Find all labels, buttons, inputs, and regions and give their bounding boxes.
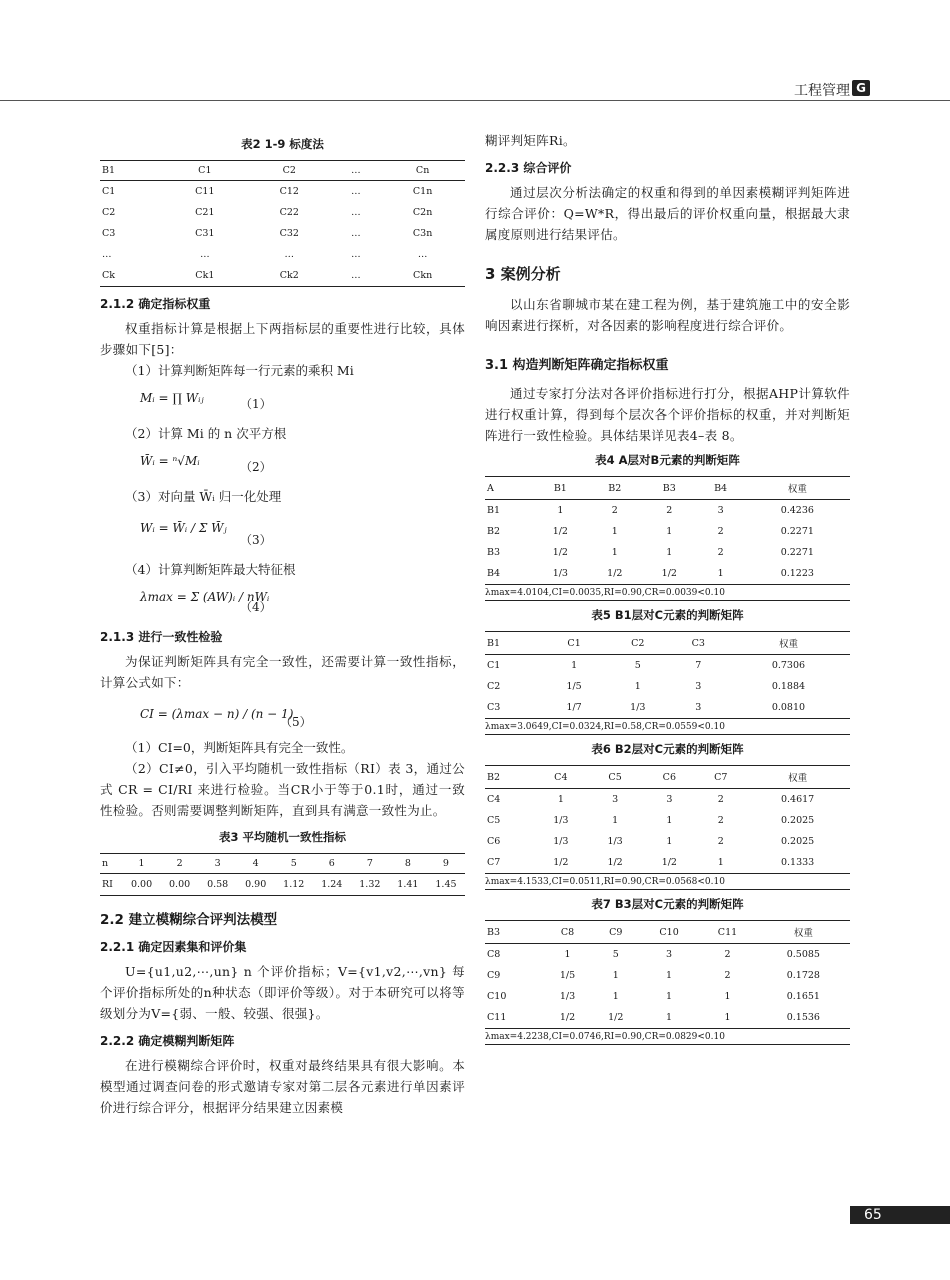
table-header-cell: B3 xyxy=(485,921,543,944)
table-header-cell: B4 xyxy=(697,477,745,500)
table-cell: Ckn xyxy=(413,270,433,281)
table-cell: 1 xyxy=(666,1012,673,1023)
table-cell: 2 xyxy=(717,815,724,826)
page-number: 65 xyxy=(850,1206,950,1224)
table-cell: 0.58 xyxy=(207,879,229,890)
s222-paragraph: 在进行模糊综合评价时，权重对最终结果具有很大影响。本模型通过调查问卷的形式邀请专家对第二层各元素进行单因素评价进行综合评分，根据评分结果建立因素模 xyxy=(100,1058,465,1115)
table-row xyxy=(485,521,850,542)
table-cell: 0.1884 xyxy=(771,681,806,692)
table-cell: 5 xyxy=(612,949,619,960)
table-row xyxy=(485,852,850,874)
table-cell: 1/2 xyxy=(552,526,568,537)
table-cell: 1/2 xyxy=(607,857,623,868)
table-header-cell: C10 xyxy=(640,921,698,944)
table-header-cell: B1 xyxy=(485,632,542,655)
table-row xyxy=(485,500,850,522)
table-row xyxy=(485,810,850,831)
table-cell: 0.90 xyxy=(245,879,267,890)
table-cell: C2n xyxy=(412,207,433,218)
table-row xyxy=(100,265,465,287)
table-header-cell: C11 xyxy=(698,921,756,944)
table-cell: 0.00 xyxy=(169,879,191,890)
table-header-cell: 9 xyxy=(427,854,465,874)
table-cell: 1/3 xyxy=(553,815,569,826)
table3 xyxy=(100,853,465,896)
table-cell: 1/5 xyxy=(559,970,576,981)
formula-1-number: （1） xyxy=(240,397,272,411)
s213-paragraph: 为保证判断矩阵具有完全一致性，还需要计算一致性指标，计算公式如下： xyxy=(100,654,465,690)
table-row xyxy=(100,181,465,203)
table-header-cell: B1 xyxy=(100,161,163,181)
table4 xyxy=(485,476,850,601)
step1: （1）计算判断矩阵每一行元素的乘积 Mi xyxy=(125,363,354,378)
table-cell: C2 xyxy=(487,681,501,692)
table-row xyxy=(485,944,850,966)
table-cell: 1 xyxy=(666,547,673,558)
table-cell: C1 xyxy=(102,186,116,197)
check1: （1）CI=0，判断矩阵具有完全一致性。 xyxy=(125,740,354,755)
table-header-cell: A xyxy=(485,477,533,500)
table-cell: C1n xyxy=(412,186,433,197)
table-cell: C11 xyxy=(487,1012,507,1023)
table-header-cell: C2 xyxy=(606,632,670,655)
section-3-heading: 3 案例分析 xyxy=(485,265,561,283)
table-cell: 1.24 xyxy=(321,879,343,890)
table-header-cell: 2 xyxy=(161,854,199,874)
table7 xyxy=(485,920,850,1045)
step2: （2）计算 Mi 的 n 次平方根 xyxy=(125,426,287,441)
table-cell: C22 xyxy=(279,207,299,218)
section-2-2-2-heading: 2.2.2 确定模糊判断矩阵 xyxy=(100,1034,235,1048)
check2: （2）CI≠0，引入平均随机一致性指标（RI）表 3，通过公式 CR = CI/RI 来进行检验。当CR小于等于0.1时，通过一致性检验。否则需要调整判断矩阵，直到具有满意一致性为止。 xyxy=(100,761,465,818)
table-cell: 1/7 xyxy=(566,702,582,713)
table-cell: 0.00 xyxy=(130,879,153,890)
s223-paragraph: 通过层次分析法确定的权重和得到的单因素模糊评判矩阵进行综合评价：Q=W*R，得出最后的评价权重向量，根据最大隶属度原则进行结果评估。 xyxy=(485,185,850,242)
table-cell: 1 xyxy=(717,857,724,868)
table-cell: 1 xyxy=(557,794,564,805)
table-cell: 2 xyxy=(717,794,724,805)
table-cell: C3 xyxy=(487,702,501,713)
table-cell: Ck2 xyxy=(279,270,299,281)
formula-1 xyxy=(100,381,465,423)
table4-caption: 表4 A层对B元素的判断矩阵 xyxy=(595,453,740,467)
table-cell: 1 xyxy=(724,1012,731,1023)
table-cell: 1.41 xyxy=(397,879,419,890)
table-header-cell: B3 xyxy=(642,477,696,500)
table-cell: C3 xyxy=(102,228,116,239)
table-cell: B2 xyxy=(487,526,501,537)
table-cell: B3 xyxy=(487,547,501,558)
table-row xyxy=(485,563,850,585)
table-cell: 1.12 xyxy=(283,879,305,890)
table-cell: 2 xyxy=(717,526,724,537)
table-header-cell: C4 xyxy=(534,766,588,789)
table-cell: 1/2 xyxy=(661,857,677,868)
table-header-cell: 5 xyxy=(275,854,313,874)
table-header-cell: C1 xyxy=(542,632,606,655)
table-cell: 0.4236 xyxy=(780,505,814,516)
table-header-cell: C1 xyxy=(163,161,247,181)
table5-caption: 表5 B1层对C元素的判断矩阵 xyxy=(591,608,744,622)
table-cell: 2 xyxy=(717,547,724,558)
table-footnote: λmax=3.0649,CI=0.0324,RI=0.58,CR=0.0559<0.10 xyxy=(485,719,850,735)
table-cell: 7 xyxy=(695,660,702,671)
header-rule xyxy=(0,100,950,101)
table-cell: 1.45 xyxy=(435,879,457,890)
table-row xyxy=(485,655,850,677)
table-cell: C4 xyxy=(487,794,501,805)
table-cell: 1/5 xyxy=(566,681,582,692)
table-cell: 1/2 xyxy=(607,568,623,579)
table-cell: 1 xyxy=(666,970,673,981)
table-cell: 1 xyxy=(666,815,673,826)
table-cell: … xyxy=(102,249,112,260)
table-cell: 5 xyxy=(634,660,641,671)
table-header-cell: 权重 xyxy=(757,921,850,944)
table-cell: … xyxy=(284,249,294,260)
table-header-cell: B2 xyxy=(588,477,642,500)
table-cell: 1/3 xyxy=(552,568,568,579)
table-cell: 3 xyxy=(695,681,702,692)
table-header-cell: 权重 xyxy=(727,632,850,655)
section-2-2-heading: 2.2 建立模糊综合评判法模型 xyxy=(100,912,278,928)
section-2-1-3-heading: 2.1.3 进行一致性检验 xyxy=(100,630,223,644)
formula-4-number: （4） xyxy=(240,600,272,614)
formula-5-number: （5） xyxy=(280,715,312,729)
table6-caption: 表6 B2层对C元素的判断矩阵 xyxy=(591,742,744,756)
table-header-cell: 权重 xyxy=(745,766,850,789)
formula-5-expr: CI = (λmax − n) / (n − 1) xyxy=(140,707,294,721)
table-cell: 1 xyxy=(717,568,724,579)
table-cell: 0.1333 xyxy=(780,857,815,868)
table-row xyxy=(485,789,850,811)
table5 xyxy=(485,631,850,735)
s222-continued: 糊评判矩阵Ri。 xyxy=(485,133,576,148)
table-cell: C6 xyxy=(487,836,501,847)
table-cell: 0.1223 xyxy=(780,568,814,579)
journal-title: 工程管理 xyxy=(794,83,850,99)
table-header-cell: n xyxy=(100,854,123,874)
table-header-cell: C6 xyxy=(642,766,696,789)
table-cell: 0.1536 xyxy=(786,1012,820,1023)
table-footnote: λmax=4.2238,CI=0.0746,RI=0.90,CR=0.0829<0.10 xyxy=(485,1029,850,1045)
table-cell: 1/3 xyxy=(607,836,623,847)
table-cell: 0.2025 xyxy=(780,815,815,826)
table-row xyxy=(485,986,850,1007)
table-header-cell: 6 xyxy=(313,854,351,874)
table-header-cell: C2 xyxy=(247,161,331,181)
table-cell: C3n xyxy=(412,228,433,239)
s31-paragraph: 通过专家打分法对各评价指标进行打分，根据AHP计算软件进行权重计算，得到每个层次各个评价指标的权重，并对判断矩阵进行一致性检验。具体结果详见表4–表 8。 xyxy=(485,386,850,443)
table-cell: 0.7306 xyxy=(771,660,806,671)
table-cell: 1 xyxy=(612,970,619,981)
table-cell: C31 xyxy=(195,228,215,239)
table-header-cell: B1 xyxy=(533,477,587,500)
table-cell: 1 xyxy=(666,836,673,847)
section-2-2-1-heading: 2.2.1 确定因素集和评价集 xyxy=(100,940,247,954)
table-cell: Ck1 xyxy=(195,270,215,281)
table-cell: 1/2 xyxy=(553,857,569,868)
table-header-cell: 权重 xyxy=(745,477,850,500)
table-cell: 2 xyxy=(666,505,673,516)
table-cell: 2 xyxy=(717,836,724,847)
table-cell: 2 xyxy=(724,949,731,960)
table-cell: 1 xyxy=(571,660,578,671)
table-row xyxy=(485,697,850,719)
table-cell: 1 xyxy=(612,991,619,1002)
table-cell: C1 xyxy=(487,660,501,671)
table-cell: C21 xyxy=(195,207,215,218)
section-2-2-3-heading: 2.2.3 综合评价 xyxy=(485,161,572,175)
table-cell: 1 xyxy=(564,949,571,960)
step4: （4）计算判断矩阵最大特征根 xyxy=(125,562,296,577)
table-row xyxy=(485,831,850,852)
table-header-cell: … xyxy=(331,161,380,181)
table-footnote: λmax=4.0104,CI=0.0035,RI=0.90,CR=0.0039<0.10 xyxy=(485,585,850,601)
table-cell: 0.5085 xyxy=(786,949,820,960)
table-cell: C12 xyxy=(279,186,299,197)
table-cell: 1 xyxy=(611,526,618,537)
s3-paragraph: 以山东省聊城市某在建工程为例，基于建筑施工中的安全影响因素进行探析，对各因素的影响程度进行综合评价。 xyxy=(485,297,850,333)
journal-logo-icon: G xyxy=(852,80,870,96)
table-cell: 1 xyxy=(666,991,673,1002)
section-3-1-heading: 3.1 构造判断矩阵确定指标权重 xyxy=(485,358,669,373)
formula-2 xyxy=(100,444,465,486)
table2-caption: 表2 1-9 标度法 xyxy=(241,137,324,151)
table-cell: 3 xyxy=(666,949,673,960)
left-column xyxy=(100,130,465,1118)
table2 xyxy=(100,160,465,287)
table-cell: 1 xyxy=(612,815,619,826)
table-cell: 1/2 xyxy=(608,1012,624,1023)
table-cell: 0.2025 xyxy=(780,836,815,847)
formula-3 xyxy=(100,507,465,559)
table-cell: C8 xyxy=(487,949,501,960)
table-row xyxy=(100,244,465,265)
table-cell: B4 xyxy=(487,568,501,579)
formula-4-expr: λmax = Σ (AW)ᵢ / nWᵢ xyxy=(140,590,270,604)
table-cell: … xyxy=(417,249,428,260)
table-row xyxy=(485,965,850,986)
table-header-cell: 1 xyxy=(123,854,161,874)
table-cell: Ck xyxy=(102,270,116,281)
table-cell: … xyxy=(351,270,361,281)
table-cell: 1/2 xyxy=(552,547,568,558)
table-cell: B1 xyxy=(487,505,501,516)
table-cell: 0.2271 xyxy=(780,526,814,537)
table-header-cell: 7 xyxy=(351,854,389,874)
section-2-1-2-heading: 2.1.2 确定指标权重 xyxy=(100,297,211,311)
s212-paragraph: 权重指标计算是根据上下两指标层的重要性进行比较，具体步骤如下[5]： xyxy=(100,321,465,357)
formula-2-expr: W̄ᵢ = ⁿ√Mᵢ xyxy=(140,454,200,468)
table-cell: … xyxy=(351,249,361,260)
step3: （3）对向量 W̄ᵢ 归一化处理 xyxy=(125,489,282,504)
table-cell: C10 xyxy=(487,991,507,1002)
table-cell: 1/2 xyxy=(661,568,677,579)
right-column xyxy=(485,130,850,1045)
table-row xyxy=(485,1007,850,1029)
table-cell: 3 xyxy=(612,794,619,805)
table-cell: … xyxy=(351,186,361,197)
table-cell: 1.32 xyxy=(359,879,381,890)
table-footnote: λmax=4.1533,CI=0.0511,RI=0.90,CR=0.0568<0.10 xyxy=(485,874,850,890)
table-cell: C2 xyxy=(102,207,116,218)
table6 xyxy=(485,765,850,890)
table-cell: 2 xyxy=(611,505,618,516)
table-cell: C5 xyxy=(487,815,501,826)
table-cell: C7 xyxy=(487,857,501,868)
table-cell: 0.1651 xyxy=(786,991,820,1002)
formula-2-number: （2） xyxy=(240,460,272,474)
table-header-cell: C8 xyxy=(543,921,591,944)
formula-1-expr: Mᵢ = ∏ Wᵢⱼ xyxy=(140,391,204,405)
table-cell: 1/3 xyxy=(559,991,576,1002)
table-row xyxy=(100,202,465,223)
formula-3-number: （3） xyxy=(240,533,272,547)
table-cell: 3 xyxy=(695,702,702,713)
table-header-cell: C9 xyxy=(592,921,640,944)
table-cell: RI xyxy=(102,879,113,890)
table-cell: 3 xyxy=(717,505,724,516)
s221-paragraph: U={u1,u2,⋯,un} n 个评价指标；V={v1,v2,⋯,vn} 每个评价指标所处的n种状态（即评价等级）。对于本研究可以将等级划分为V={弱、一般、较强、很强}。 xyxy=(100,964,465,1021)
table-cell: 0.4617 xyxy=(780,794,815,805)
table-cell: 1 xyxy=(634,681,641,692)
table-row xyxy=(485,676,850,697)
table-cell: 3 xyxy=(666,794,673,805)
table-header-cell: Cn xyxy=(380,161,465,181)
table-cell: … xyxy=(351,207,361,218)
formula-5 xyxy=(100,693,465,737)
table-cell: C32 xyxy=(279,228,299,239)
table-cell: … xyxy=(351,228,361,239)
table-cell: 0.2271 xyxy=(780,547,814,558)
table3-caption: 表3 平均随机一致性指标 xyxy=(218,830,346,844)
table-cell: 0.1728 xyxy=(786,970,820,981)
table-cell: 1/2 xyxy=(559,1012,576,1023)
table-header-cell: C5 xyxy=(588,766,642,789)
table-cell: 1/3 xyxy=(630,702,646,713)
table-cell: 2 xyxy=(724,970,731,981)
formula-4 xyxy=(100,580,465,620)
table-header-cell: B2 xyxy=(485,766,534,789)
table-cell: 1 xyxy=(557,505,564,516)
table-cell: 1 xyxy=(724,991,731,1002)
table-row xyxy=(485,542,850,563)
table-cell: … xyxy=(200,249,210,260)
table-header-cell: 8 xyxy=(389,854,427,874)
table-header-cell: 4 xyxy=(237,854,275,874)
table-cell: C9 xyxy=(487,970,501,981)
formula-3-expr: Wᵢ = W̄ᵢ / Σ W̄ⱼ xyxy=(140,521,227,535)
table-header-cell: C3 xyxy=(670,632,727,655)
table-cell: 1 xyxy=(666,526,673,537)
table-header-cell: C7 xyxy=(696,766,745,789)
table-cell: 0.0810 xyxy=(771,702,806,713)
table-cell: 1 xyxy=(611,547,618,558)
table-header-cell: 3 xyxy=(199,854,237,874)
table-cell: C11 xyxy=(195,186,215,197)
table-row xyxy=(100,223,465,244)
table7-caption: 表7 B3层对C元素的判断矩阵 xyxy=(591,897,744,911)
table-cell: 1/3 xyxy=(553,836,569,847)
table-row xyxy=(100,874,465,896)
